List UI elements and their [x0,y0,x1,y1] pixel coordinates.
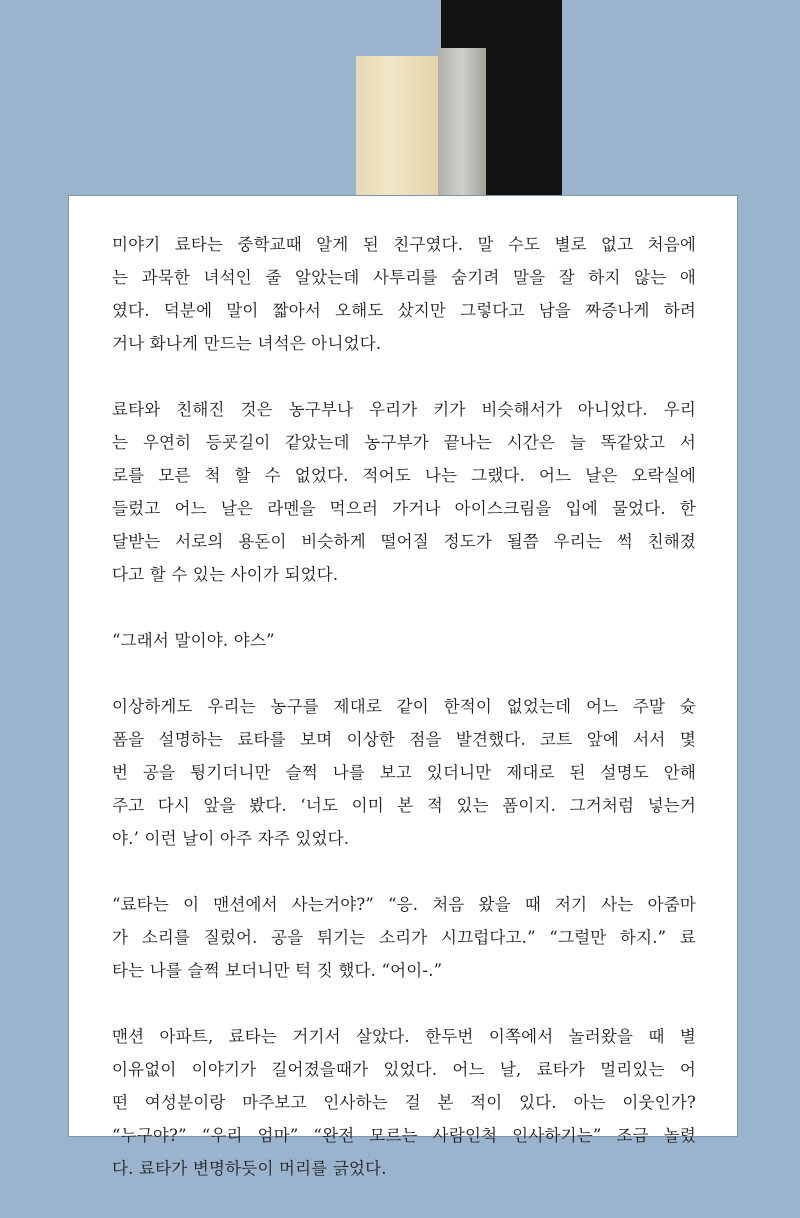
text-line: 는 과묵한 녀석인 줄 알았는데 사투리를 숨기려 말을 잘 하지 않는 애 [112,268,696,287]
gray-stripe [438,48,486,206]
text-line: 다고 할 수 있는 사이가 되었다. [112,565,339,584]
text-line: 다. 료타가 변명하듯이 머리를 긁었다. [112,1159,387,1178]
text-line: “료타는 이 맨션에서 사는거야?” “응. 처음 왔을 때 저기 사는 아줌마 [112,895,696,914]
text-line: 폼을 설명하는 료타를 보며 이상한 점을 발견했다. 코트 앞에 서서 몇 [112,730,696,749]
text-line: 가 소리를 질렀어. 공을 튀기는 소리가 시끄럽다고.” “그럴만 하지.” 료 [112,928,696,947]
text-line: 로를 모른 척 할 수 없었다. 적어도 나는 그랬다. 어느 날은 오락실에 [112,466,696,485]
paragraph [112,393,696,591]
text-line: 미야기 료타는 중학교때 알게 된 친구였다. 말 수도 별로 없고 처음에 [112,235,696,254]
text-line: 료타와 친해진 것은 농구부나 우리가 키가 비슷해서가 아니었다. 우리 [112,400,696,419]
text-line: 는 우연히 등굣길이 같았는데 농구부가 끝나는 시간은 늘 똑같았고 서 [112,433,696,452]
text-line: “누구야?” “우리 엄마” “완전 모르는 사람인척 인사하기는” 조금 놀렸 [112,1126,696,1145]
paragraph [112,228,696,360]
paragraph [112,1020,696,1185]
paragraph [112,888,696,987]
text-line: 달받는 서로의 용돈이 비슷하게 떨어질 정도가 될쯤 우리는 썩 친해졌 [112,532,696,551]
text-line: 주고 다시 앞을 봤다. ‘너도 이미 본 적 있는 폼이지. 그거처럼 넣는거 [112,796,696,815]
paragraph [112,690,696,855]
text-line: 떤 여성분이랑 마주보고 인사하는 걸 본 적이 있다. 아는 이웃인가? [112,1093,696,1112]
text-line: “그래서 말이야. 야스” [112,631,275,650]
text-line: 거나 화나게 만드는 녀석은 아니었다. [112,334,382,353]
text-line: 야.’ 이런 날이 아주 자주 있었다. [112,829,350,848]
text-line: 였다. 덕분에 말이 짧아서 오해도 샀지만 그렇다고 남을 짜증나게 하려 [112,301,696,320]
paragraph [112,624,696,657]
text-line: 이상하게도 우리는 농구를 제대로 같이 한적이 없었는데 어느 주말 슛 [112,697,696,716]
story-text [112,228,696,1218]
text-line: 번 공을 튕기더니만 슬쩍 나를 보고 있더니만 제대로 된 설명도 안해 [112,763,696,782]
text-line: 맨션 아파트, 료타는 거기서 살았다. 한두번 이쪽에서 놀러왔을 때 별 [112,1027,696,1046]
text-line: 들렀고 어느 날은 라멘을 먹으러 가거나 아이스크림을 입에 물었다. 한 [112,499,696,518]
text-line: 이유없이 이야기가 길어졌을때가 있었다. 어느 날, 료타가 멀리있는 어 [112,1060,696,1079]
text-line: 타는 나를 슬쩍 보더니만 턱 짓 했다. “어이-.” [112,961,443,980]
cream-stripe [356,56,440,206]
